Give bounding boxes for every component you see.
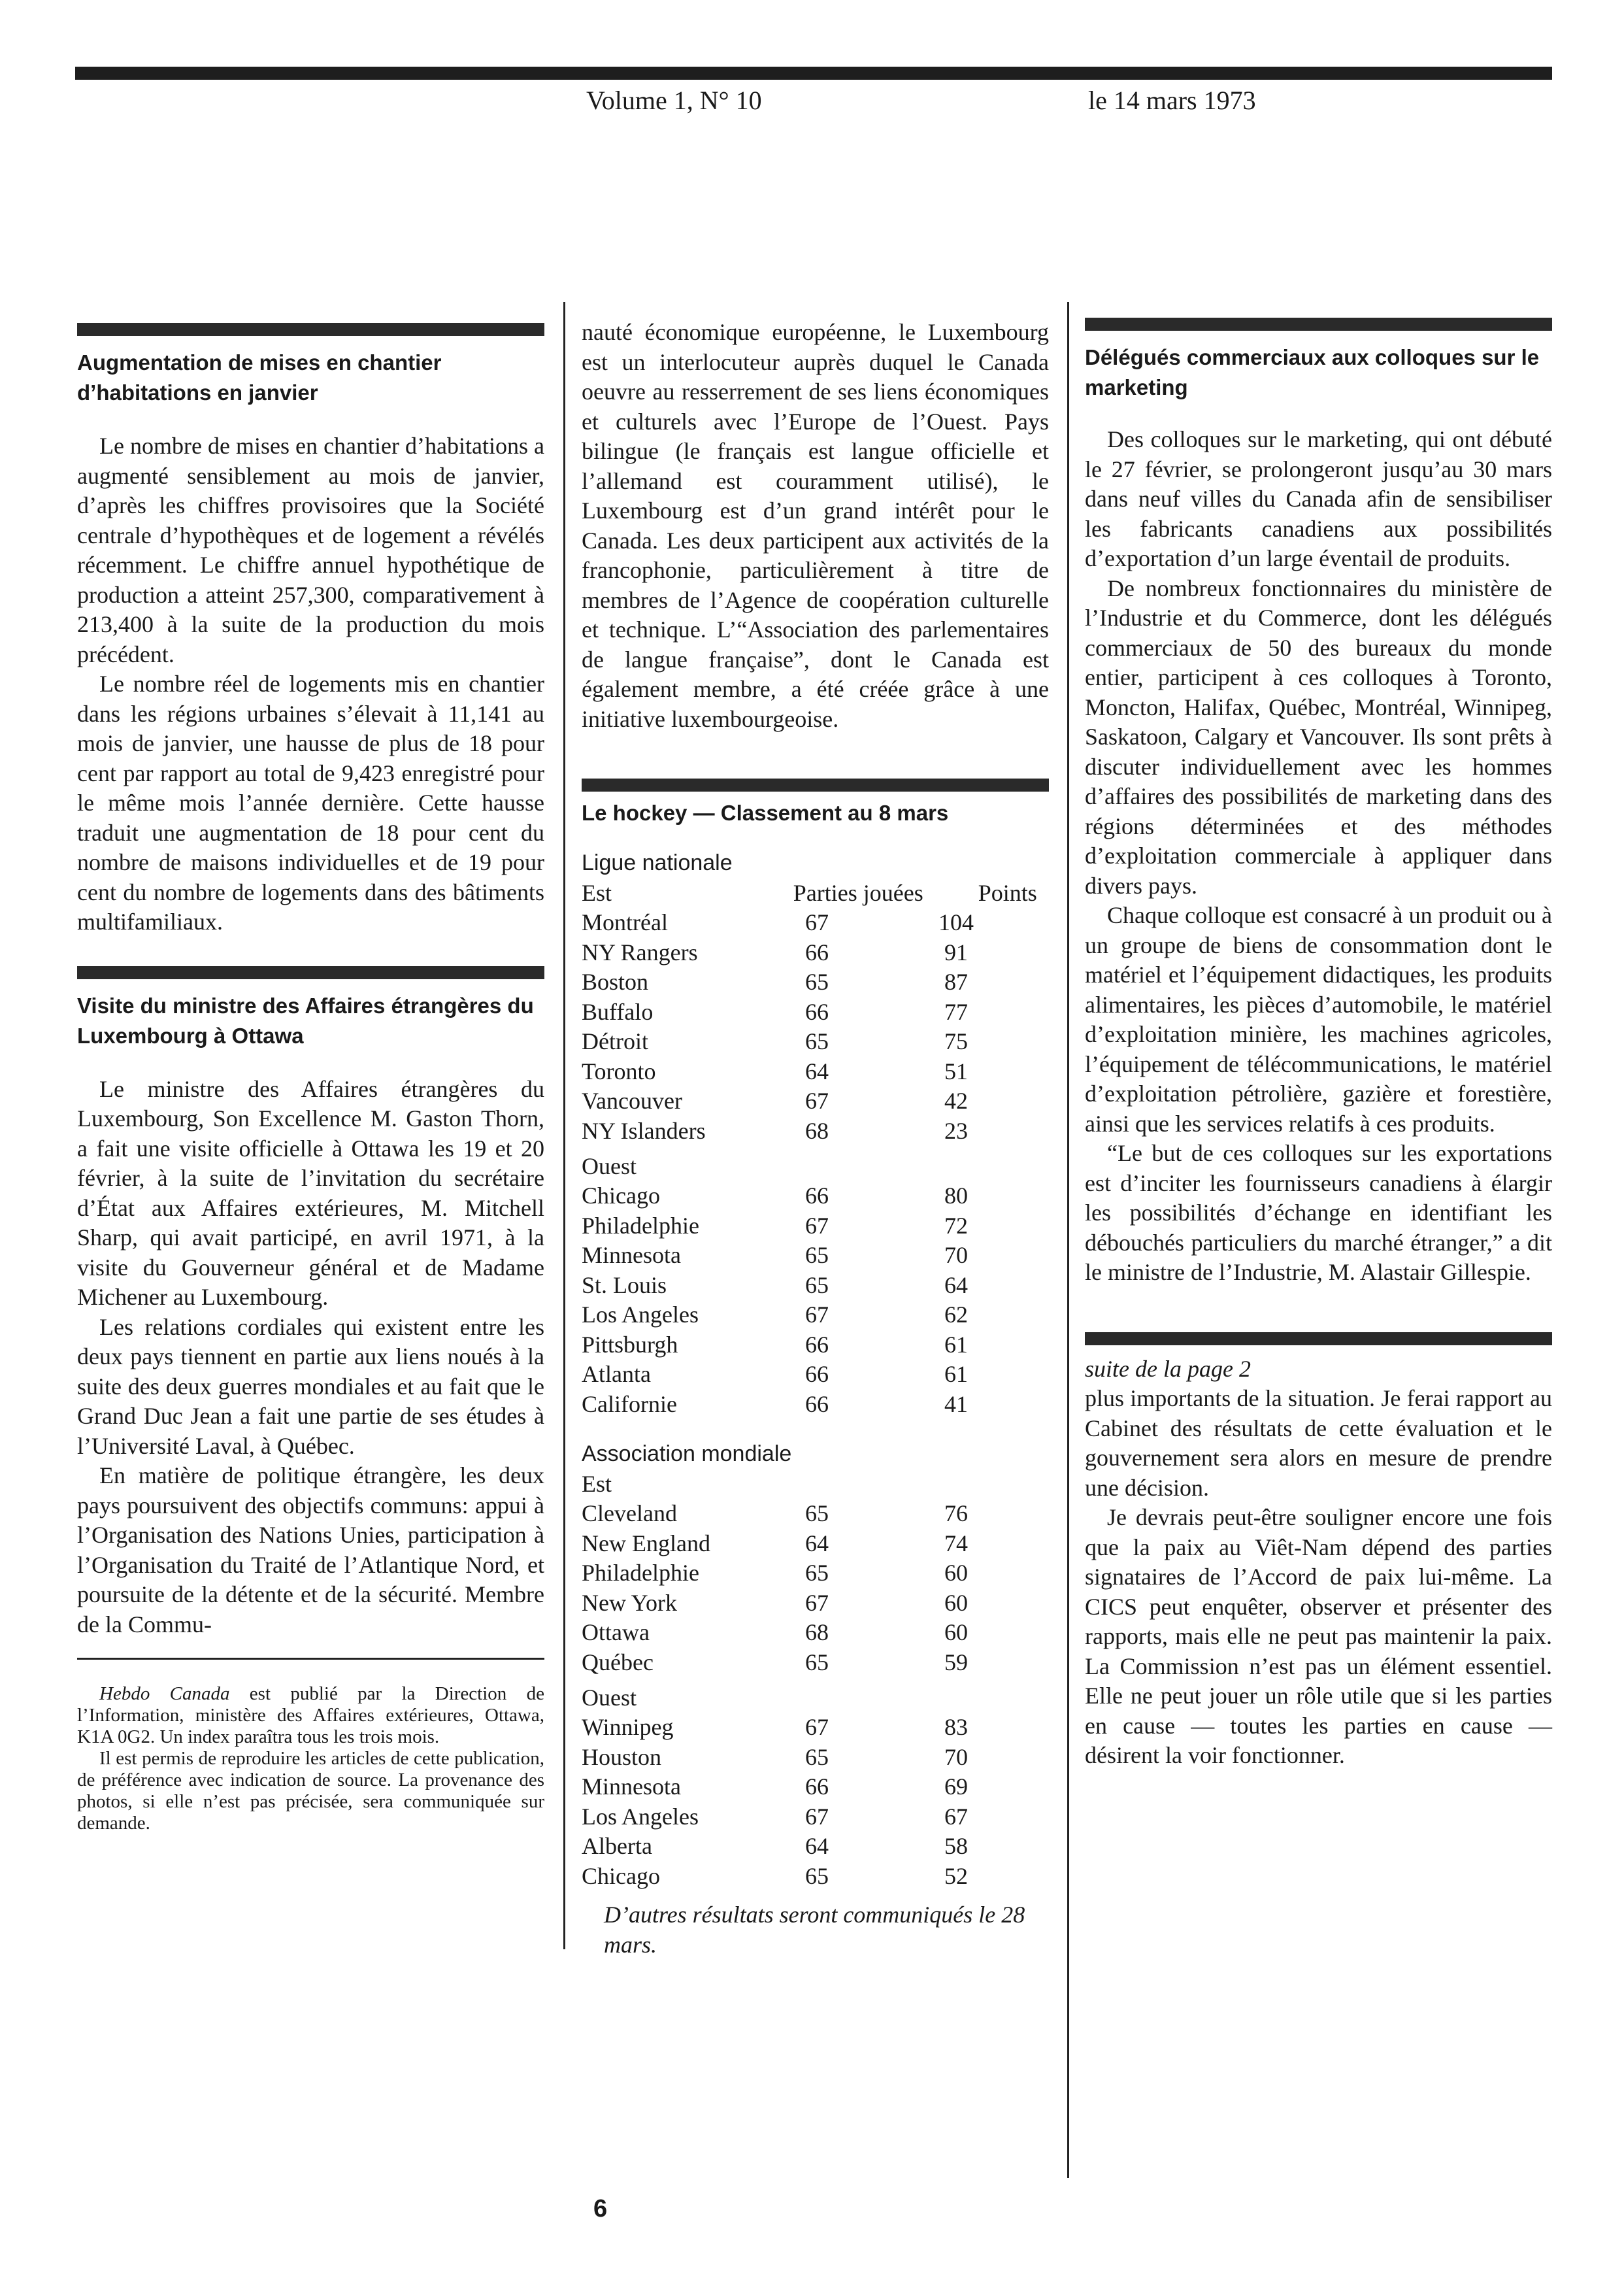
games-played: 65 — [805, 1500, 829, 1526]
standings-row — [582, 1241, 1049, 1271]
standings-row — [582, 1558, 1049, 1588]
league-name-national: Ligue nationale — [582, 850, 733, 875]
points: 69 — [944, 1773, 968, 1800]
games-played: 64 — [805, 1833, 829, 1859]
games-played: 67 — [805, 909, 829, 935]
games-played: 66 — [805, 1331, 829, 1358]
points: 64 — [944, 1271, 968, 1298]
paragraph: Le nombre réel de logements mis en chantier dans les régions urbaines s’élevait à 11,141 au mois de janvier, une hausse de plus de 18 pour cent par rapport au total de 9,423 enregistré pour le même mois l’année dernière. Cette hausse traduit une augmentation de 18 pour cent du nombre de maisons individuelles et de 19 pour cent du nombre de logements dans des bâtiments multifamiliaux. — [77, 671, 544, 935]
standings-row — [582, 1181, 1049, 1211]
paragraph: En matière de politique étrangère, les deux pays poursuivent des objectifs communs: appui à l’Organisation des Nations Unies, participation à l’Organisation du Traité de l’Atlantique Nord, et poursuite de la détente et de la sécurité. Membre de la Commu- — [77, 1462, 544, 1637]
standings-row — [582, 908, 1049, 938]
team-name: Buffalo — [582, 998, 654, 1025]
standings-table-wa-east — [582, 1499, 1049, 1677]
paragraph: Le nombre de mises en chantier d’habitations a augmenté sensiblement au mois de janvier, d’après les chiffres provisoires que la Société centrale d’hypothèques et de logement a révélés récemment. Le chiffre annuel hypothétique de production a atteint 257,300, comparativement à 213,400 à la suite de la production du mois précédent. — [77, 433, 544, 667]
games-played: 65 — [805, 1271, 829, 1298]
middle-column — [582, 318, 1049, 1960]
standings-table-wa-west — [582, 1713, 1049, 1891]
column-header-points: Points — [978, 880, 1037, 906]
standings-table-nl-west — [582, 1181, 1049, 1419]
points: 41 — [944, 1390, 968, 1417]
games-played: 67 — [805, 1589, 829, 1616]
article-body-housing — [77, 431, 544, 937]
team-name: St. Louis — [582, 1271, 667, 1298]
footnote-text: est publié par la Direction de l’Information, ministère des Affaires extérieures, Ottawa, K1A 0G2. Un index paraîtra tous les trois mois. — [77, 1683, 544, 1747]
team-name: Toronto — [582, 1058, 656, 1084]
article-body-continued — [1085, 1384, 1552, 1771]
points: 70 — [944, 1242, 968, 1268]
standings-row — [582, 1499, 1049, 1529]
points: 70 — [944, 1743, 968, 1770]
points: 52 — [944, 1862, 968, 1889]
points: 62 — [944, 1301, 968, 1328]
points: 83 — [944, 1714, 968, 1740]
points: 23 — [944, 1117, 968, 1144]
team-name: Alberta — [582, 1833, 652, 1859]
team-name: NY Rangers — [582, 939, 698, 965]
team-name: Atlanta — [582, 1361, 651, 1387]
points: 67 — [944, 1803, 968, 1830]
standings-row — [582, 1211, 1049, 1241]
games-played: 65 — [805, 1862, 829, 1889]
games-played: 67 — [805, 1301, 829, 1328]
team-name: Los Angeles — [582, 1301, 699, 1328]
standings-row — [582, 1086, 1049, 1116]
games-played: 64 — [805, 1530, 829, 1556]
points: 72 — [944, 1212, 968, 1239]
page-number: 6 — [593, 2195, 608, 2223]
games-played: 66 — [805, 939, 829, 965]
column-header-games: Parties jouées — [793, 880, 923, 906]
standings-row — [582, 1713, 1049, 1743]
paragraph: De nombreux fonctionnaires du ministère de l’Industrie et du Commerce, dont les délégués commerciaux de 50 des bureaux du monde entier, participent à ces colloques à Toronto, Moncton, Halifax, Québec, Montréal, Winnipeg, Saskatoon, Calgary et Vancouver. Ils sont prêts à discuter individuellement avec les hommes d’affaires des possibilités de marketing dans des régions déterminées et des méthodes d’exploitation commerciale à appliquer dans divers pays. — [1085, 575, 1552, 899]
points: 104 — [938, 909, 974, 935]
league-name-world: Association mondiale — [582, 1441, 792, 1466]
points: 91 — [944, 939, 968, 965]
games-played: 68 — [805, 1117, 829, 1144]
team-name: Philadelphie — [582, 1560, 699, 1586]
games-played: 67 — [805, 1212, 829, 1239]
games-played: 65 — [805, 1743, 829, 1770]
section-bar — [77, 323, 544, 336]
games-played: 66 — [805, 1773, 829, 1800]
team-name: Cleveland — [582, 1500, 677, 1526]
games-played: 66 — [805, 1183, 829, 1209]
standings-table-nl-east — [582, 908, 1049, 1146]
team-name: Vancouver — [582, 1088, 682, 1114]
section-bar — [582, 779, 1049, 792]
standings-row — [582, 1529, 1049, 1559]
team-name: Montréal — [582, 909, 668, 935]
games-played: 65 — [805, 1560, 829, 1586]
team-name: Winnipeg — [582, 1714, 674, 1740]
points: 60 — [944, 1589, 968, 1616]
standings-row — [582, 998, 1049, 1028]
column-rule-left — [563, 302, 565, 1949]
points: 80 — [944, 1183, 968, 1209]
points: 60 — [944, 1560, 968, 1586]
team-name: Chicago — [582, 1862, 660, 1889]
top-rule — [75, 67, 1552, 80]
footnote-rule — [77, 1658, 544, 1660]
team-name: Chicago — [582, 1183, 660, 1209]
section-bar — [77, 966, 544, 979]
right-column — [1085, 318, 1552, 1771]
team-name: Minnesota — [582, 1773, 681, 1800]
paragraph: plus importants de la situation. Je ferai rapport au Cabinet des résultats de cette évaluation et le gouvernement sera alors en mesure de prendre une décision. — [1085, 1385, 1552, 1501]
paragraph: Je devrais peut-être souligner encore une fois que la paix au Viêt-Nam dépend des parties signataires de l’Accord de paix lui-même. La CICS peut enquêter, observer et présenter des rapports, mais elle ne peut pas maintenir la paix. La Commission n’est pas un élément essentiel. Elle ne peut jouer un rôle utile que si les parties en cause — toutes les parties en cause — désirent la voir fonctionner. — [1085, 1504, 1552, 1768]
standings-row — [582, 1588, 1049, 1619]
issue-volume: Volume 1, N° 10 — [586, 86, 762, 115]
team-name: Californie — [582, 1390, 677, 1417]
paragraph: Des colloques sur le marketing, qui ont débuté le 27 février, se prolongeront jusqu’au 30 mars dans neuf villes du Canada afin de sensibiliser les fabricants canadiens aux possibilités d’exportation d’un large éventail de produits. — [1085, 426, 1552, 571]
points: 59 — [944, 1649, 968, 1675]
paragraph: Les relations cordiales qui existent entre les deux pays tiennent en partie aux liens noués à la suite des deux guerres mondiales et au fait que le Grand Duc Jean a fait une partie de ses études à l’Université Laval, à Québec. — [77, 1313, 544, 1459]
team-name: Pittsburgh — [582, 1331, 678, 1358]
hockey-title: Le hockey — Classement au 8 mars — [582, 801, 949, 825]
standings-row — [582, 1116, 1049, 1147]
paragraph: nauté économique européenne, le Luxembourg est un interlocuteur auprès duquel le Canada oeuvre au resserrement de ses liens économiques et culturels avec l’Europe de l’Ouest. Pays bilingue (le français est langue officielle et l’allemand est couramment utilisé), le Luxembourg est d’un grand intérêt pour le Canada. Les deux participent aux activités de la francophonie, particulièrement à titre de membres de l’Agence de coopération culturelle et technique. L’“Association des parlementaires de langue française”, dont le Canada est également membre, a été créée grâce à une initiative luxembourgeoise. — [582, 319, 1049, 732]
division-name: Ouest — [582, 1685, 637, 1711]
standings-row — [582, 1300, 1049, 1330]
team-name: New England — [582, 1530, 710, 1556]
standings-row — [582, 1743, 1049, 1773]
publication-footnote — [77, 1683, 544, 1834]
paragraph: Chaque colloque est consacré à un produit ou à un groupe de biens de consommation dont le matériel et l’équipement didactiques, les produits alimentaires, les pièces d’automobile, le matériel d’exploitation minière, les machines agricoles, l’équipement de télécommunications, le matériel d’exploitation pétrolière, gazière et forestière, ainsi que les services relatifs à ces produits. — [1085, 902, 1552, 1137]
division-name: Ouest — [582, 1153, 637, 1179]
points: 87 — [944, 969, 968, 995]
team-name: New York — [582, 1589, 678, 1616]
games-played: 68 — [805, 1619, 829, 1645]
points: 77 — [944, 998, 968, 1025]
article-title-housing: Augmentation de mises en chantier d’habitations en janvier — [77, 350, 442, 405]
issue-date: le 14 mars 1973 — [1088, 86, 1256, 115]
standings-row — [582, 938, 1049, 968]
section-bar — [1085, 318, 1552, 331]
article-body-luxembourg — [77, 1075, 544, 1640]
games-played: 67 — [805, 1803, 829, 1830]
games-played: 65 — [805, 1242, 829, 1268]
points: 76 — [944, 1500, 968, 1526]
games-played: 66 — [805, 1361, 829, 1387]
paragraph: Le ministre des Affaires étrangères du Luxembourg, Son Excellence M. Gaston Thorn, a fait une visite officielle à Ottawa les 19 et 20 février, à la suite de l’invitation du secrétaire d’État aux Affaires extérieures, M. Mitchell Sharp, qui avait participé, en avril 1971, à la visite du Gouverneur général et de Madame Michener au Luxembourg. — [77, 1075, 544, 1310]
points: 74 — [944, 1530, 968, 1556]
article-body-continuation — [582, 318, 1049, 734]
hockey-note: D’autres résultats seront communiqués le 28 mars. — [604, 1902, 1025, 1958]
points: 75 — [944, 1028, 968, 1054]
points: 42 — [944, 1088, 968, 1114]
standings-row — [582, 1862, 1049, 1892]
games-played: 65 — [805, 1028, 829, 1054]
points: 60 — [944, 1619, 968, 1645]
games-played: 65 — [805, 969, 829, 995]
footnote-text: Il est permis de reproduire les articles de cette publication, de préférence avec indication de source. La provenance des photos, si elle n’est pas précisée, sera communiquée sur demande. — [77, 1748, 544, 1834]
standings-row — [582, 967, 1049, 998]
standings-header — [582, 878, 1049, 908]
team-name: Minnesota — [582, 1242, 681, 1268]
standings-row — [582, 1832, 1049, 1862]
standings-row — [582, 1027, 1049, 1057]
standings-row — [582, 1648, 1049, 1678]
team-name: Détroit — [582, 1028, 648, 1054]
games-played: 64 — [805, 1058, 829, 1084]
left-column — [77, 323, 544, 1834]
article-title-luxembourg: Visite du ministre des Affaires étrangères du Luxembourg à Ottawa — [77, 993, 534, 1048]
games-played: 65 — [805, 1649, 829, 1675]
standings-row — [582, 1772, 1049, 1802]
team-name: Los Angeles — [582, 1803, 699, 1830]
standings-row — [582, 1271, 1049, 1301]
standings-row — [582, 1360, 1049, 1390]
points: 51 — [944, 1058, 968, 1084]
section-bar — [1085, 1332, 1552, 1345]
team-name: Ottawa — [582, 1619, 650, 1645]
publication-name: Hebdo Canada — [99, 1683, 230, 1704]
hockey-standings — [582, 779, 1049, 1960]
column-rule-right — [1067, 302, 1069, 2178]
games-played: 67 — [805, 1714, 829, 1740]
article-title-marketing: Délégués commerciaux aux colloques sur le marketing — [1085, 345, 1540, 399]
points: 61 — [944, 1331, 968, 1358]
article-body-marketing — [1085, 425, 1552, 1288]
team-name: Boston — [582, 969, 649, 995]
division-name: Est — [582, 1471, 612, 1497]
continued-label: suite de la page 2 — [1085, 1355, 1251, 1382]
points: 61 — [944, 1361, 968, 1387]
games-played: 66 — [805, 998, 829, 1025]
division-name: Est — [582, 880, 612, 906]
team-name: Houston — [582, 1743, 662, 1770]
standings-row — [582, 1057, 1049, 1087]
games-played: 66 — [805, 1390, 829, 1417]
team-name: Philadelphie — [582, 1212, 699, 1239]
team-name: NY Islanders — [582, 1117, 706, 1144]
team-name: Québec — [582, 1649, 654, 1675]
standings-row — [582, 1802, 1049, 1832]
points: 58 — [944, 1833, 968, 1859]
paragraph: “Le but de ces colloques sur les exportations est d’inciter les fournisseurs canadiens à élargir les possibilités d’échange en identifiant les débouchés particuliers du marché étranger,” a dit le ministre de l’Industrie, M. Alastair Gillespie. — [1085, 1140, 1552, 1285]
standings-row — [582, 1330, 1049, 1360]
standings-row — [582, 1618, 1049, 1648]
games-played: 67 — [805, 1088, 829, 1114]
standings-row — [582, 1390, 1049, 1420]
